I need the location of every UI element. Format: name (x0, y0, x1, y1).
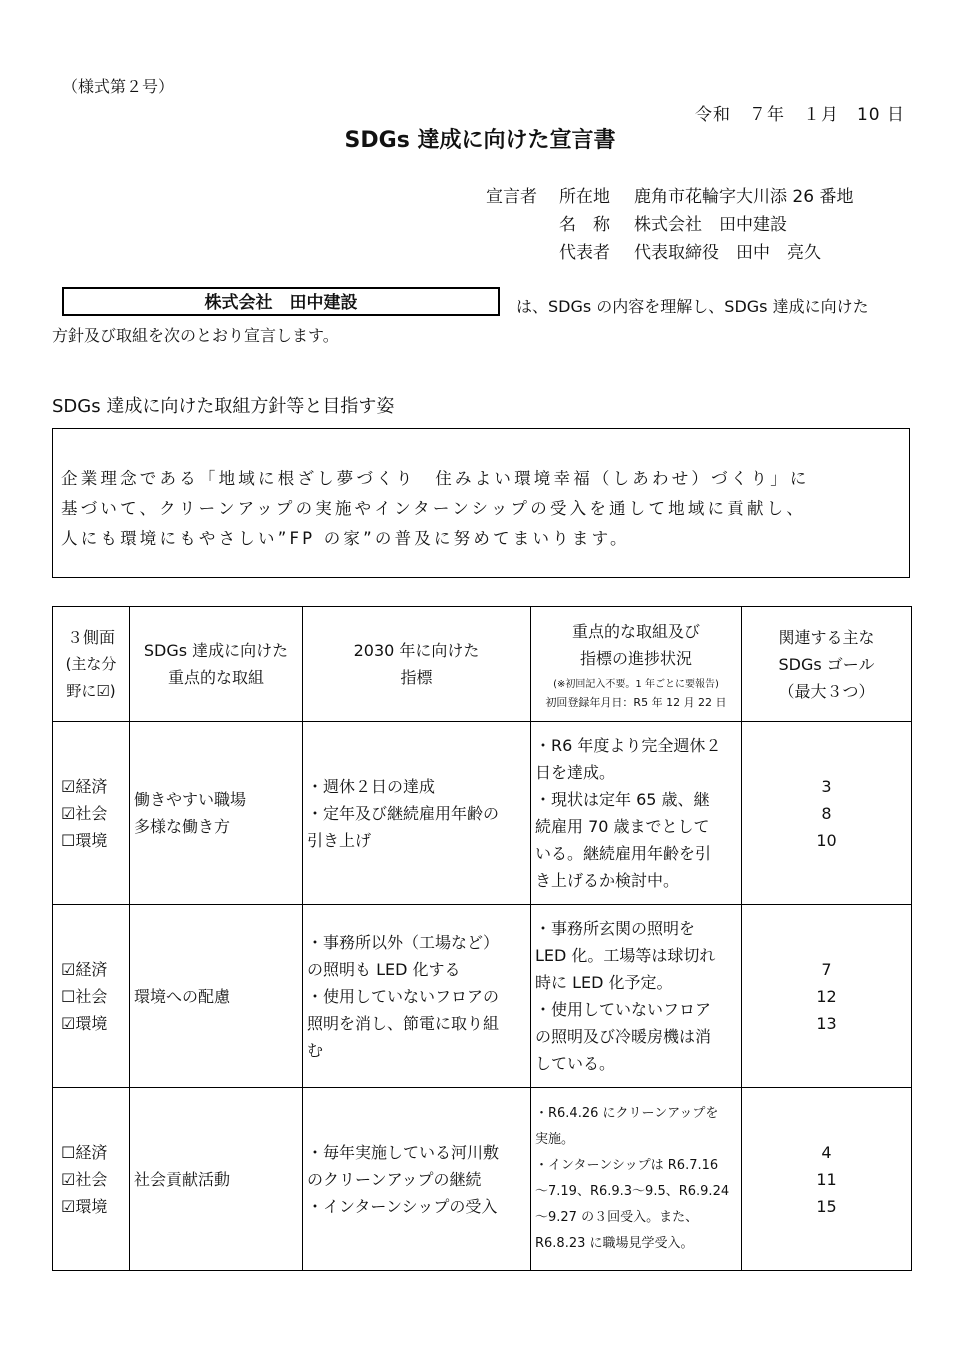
table-row (53, 1088, 912, 1271)
location-label: 所在地 (559, 187, 610, 207)
goals-cell: 4 11 15 (742, 1088, 912, 1271)
initiative-cell: 環境への配慮 (130, 905, 303, 1088)
policy-line: 企業理念である「地域に根ざし夢づくり 住みよい環境幸福（しあわせ）づくり」に (61, 469, 810, 488)
aspect-cell: ☐経済 ☑社会 ☑環境 (53, 1088, 130, 1271)
header-goals: 関連する主な SDGs ゴール （最大３つ） (742, 607, 912, 722)
name-value: 株式会社 田中建設 (634, 215, 787, 235)
table-row (53, 905, 912, 1088)
policy-line: 基づいて、クリーンアップの実施やインターンシップの受入を通して地域に貢献し、 (61, 499, 807, 518)
company-name-box: 株式会社 田中建設 (62, 287, 500, 316)
document-date: 令和 ７年 １月 10 日 (694, 105, 905, 125)
initiative-cell: 社会貢献活動 (130, 1088, 303, 1271)
statement-line-1: は、SDGs の内容を理解し、SDGs 達成に向けた (516, 297, 869, 316)
policy-heading: SDGs 達成に向けた取組方針等と目指す姿 (52, 396, 395, 417)
statement-line-2: 方針及び取組を次のとおり宣言します。 (52, 326, 339, 345)
form-number: （様式第２号） (62, 77, 175, 96)
location-value: 鹿角市花輪字大川添 26 番地 (634, 187, 854, 207)
progress-cell: ・R6 年度より完全週休２ 日を達成。 ・現状は定年 65 歳、継 続雇用 70 歳までとして いる。継続雇用年齢を引 き上げるか検討中。 (531, 722, 742, 905)
policy-box (52, 428, 910, 578)
progress-date: 初回登録年月日：R5 年 12 月 22 日 (545, 696, 727, 709)
aspect-cell: ☑経済 ☐社会 ☑環境 (53, 905, 130, 1088)
table-row (53, 722, 912, 905)
goals-cell: 7 12 13 (742, 905, 912, 1088)
declarant-label: 宣言者 (486, 187, 537, 207)
name-label: 名 称 (559, 215, 610, 235)
indicator-cell: ・事務所以外（工場など） の照明も LED 化する ・使用していないフロアの 照明を消し、節電に取り組 む (303, 905, 531, 1088)
indicator-cell: ・週休２日の達成 ・定年及び継続雇用年齢の 引き上げ (303, 722, 531, 905)
policy-line: 人にも環境にもやさしい”FP の家”の普及に努めてまいります。 (61, 529, 630, 548)
page-title: SDGs 達成に向けた宣言書 (344, 128, 616, 153)
header-indicator: 2030 年に向けた 指標 (303, 607, 531, 722)
sdgs-table (52, 606, 912, 1271)
header-initiative: SDGs 達成に向けた 重点的な取組 (130, 607, 303, 722)
progress-cell: ・事務所玄関の照明を LED 化。工場等は球切れ 時に LED 化予定。 ・使用していないフロア の照明及び冷暖房機は消 している。 (531, 905, 742, 1088)
header-aspect: ３側面 (主な分 野に☑) (53, 607, 130, 722)
table-header-row (53, 607, 912, 722)
declarant-block (486, 183, 853, 267)
indicator-cell: ・毎年実施している河川敷 のクリーンアップの継続 ・インターンシップの受入 (303, 1088, 531, 1271)
progress-note: (※初回記入不要。1 年ごとに要報告) (553, 679, 719, 690)
aspect-cell: ☑経済 ☑社会 ☐環境 (53, 722, 130, 905)
representative-label: 代表者 (559, 243, 610, 263)
progress-cell: ・R6.4.26 にクリーンアップを 実施。 ・インターンシップは R6.7.16 ～7.19、R6.9.3～9.5、R6.9.24 ～9.27 の３回受入。また、 R6.8.23 に職場見学受入。 (531, 1088, 742, 1271)
goals-cell: 3 8 10 (742, 722, 912, 905)
header-progress: 重点的な取組及び 指標の進捗状況 (※初回記入不要。1 年ごとに要報告) 初回登録年月日：R5 年 12 月 22 日 (531, 607, 742, 722)
representative-value: 代表取締役 田中 亮久 (634, 243, 821, 263)
initiative-cell: 働きやすい職場 多様な働き方 (130, 722, 303, 905)
